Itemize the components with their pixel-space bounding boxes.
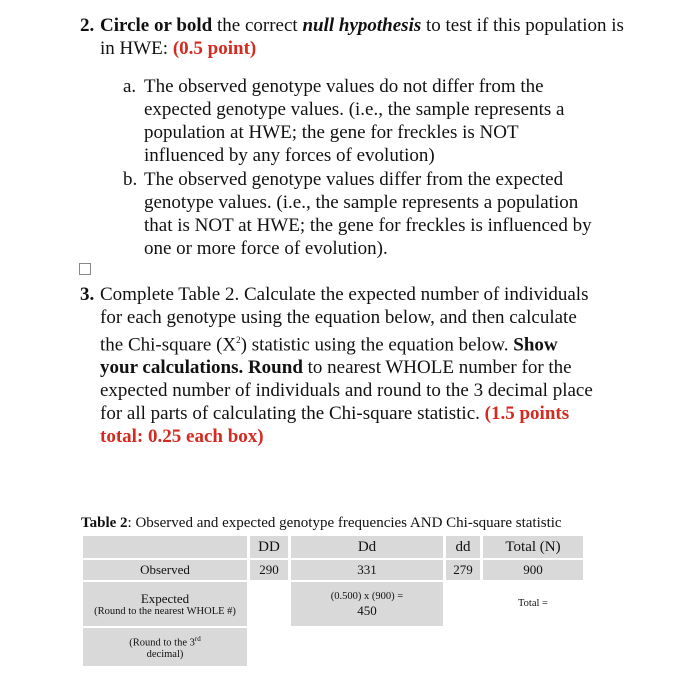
- question-2-text: [100, 14, 640, 60]
- observed-Dd: 331: [291, 560, 443, 580]
- round-label-a: (Round to the 3: [129, 637, 195, 649]
- q3-text-part2: ) statistic using the equation below.: [240, 334, 514, 356]
- expected-Dd-calc: (0.500) x (900) =: [330, 590, 404, 602]
- expected-DD-input[interactable]: [250, 582, 288, 626]
- observed-row: [83, 560, 583, 580]
- expected-row: [83, 582, 583, 626]
- round-label-sup: rd: [194, 634, 201, 643]
- hypothesis-options: [123, 75, 603, 261]
- checkbox[interactable]: [79, 263, 91, 275]
- q2-points: (0.5 point): [172, 38, 257, 59]
- q2-bold-instruction: Circle or bold: [100, 15, 213, 36]
- question-2-number: 2.: [80, 15, 95, 36]
- expected-label: Expected: [140, 590, 190, 606]
- expected-dd-input[interactable]: [446, 582, 480, 626]
- table-header-row: [83, 536, 583, 558]
- option-a-text: The observed genotype values do not differ from the expected genotype values. (i.e., the sample represents a population at HWE; the gene for freckles is NOT influenced by any forces of evolution): [144, 76, 565, 166]
- observed-dd: 279: [446, 560, 480, 580]
- observed-label: Observed: [83, 560, 247, 580]
- q3-text-part1: Complete Table 2. Calculate the expected number of individuals for each genotype using the equation below, and then calculate the Chi-square (X: [100, 284, 589, 356]
- observed-DD: 290: [250, 560, 288, 580]
- q3-points: (1.5 points total: 0.25 each box): [100, 403, 570, 448]
- header-total: Total (N): [483, 536, 583, 558]
- option-b-text: The observed genotype values differ from the expected genotype values. (i.e., the sample represents a population that is NOT at HWE; the gene for freckles is influenced by one or more force of evolution).: [144, 169, 592, 259]
- round-total-input[interactable]: [483, 628, 583, 666]
- question-3-text: [100, 283, 600, 448]
- table-caption-label: Table 2: [81, 515, 128, 531]
- expected-total[interactable]: Total =: [483, 582, 583, 626]
- round-dd-input[interactable]: [446, 628, 480, 666]
- table-caption: [81, 514, 562, 532]
- q2-text-part2: to test if this population is in HWE:: [100, 15, 624, 59]
- q3-superscript: 2: [236, 335, 241, 345]
- round-label-b: decimal): [146, 649, 184, 661]
- q3-bold-instruction: Show your calculations. Round: [100, 334, 558, 379]
- round-label: [83, 628, 247, 666]
- question-3: [80, 283, 600, 448]
- header-DD: DD: [250, 536, 288, 558]
- expected-sublabel: (Round to the nearest WHOLE #): [94, 605, 236, 617]
- option-a[interactable]: [123, 75, 603, 167]
- table-caption-text: : Observed and expected genotype frequencies AND Chi-square statistic: [127, 515, 562, 531]
- q2-null-hypothesis: null hypothesis: [302, 15, 422, 36]
- q2-text-part1: the correct: [212, 15, 303, 36]
- option-a-label: a.: [123, 76, 137, 97]
- expected-Dd-value: 450: [357, 602, 377, 618]
- header-blank: [83, 536, 247, 558]
- expected-label-cell: [83, 582, 247, 626]
- question-2: [80, 14, 640, 60]
- option-b[interactable]: [123, 168, 603, 260]
- q3-text-part3: to nearest WHOLE number for the expected number of individuals and round to the 3 decimal place for all parts of calculating the Chi-square statistic.: [100, 357, 593, 425]
- question-3-number: 3.: [80, 284, 95, 305]
- round-row: [83, 628, 583, 666]
- header-dd: dd: [446, 536, 480, 558]
- header-Dd: Dd: [291, 536, 443, 558]
- option-b-label: b.: [123, 169, 138, 190]
- observed-total: 900: [483, 560, 583, 580]
- genotype-table: [80, 534, 586, 668]
- round-DD-input[interactable]: [250, 628, 288, 666]
- expected-Dd-cell: [291, 582, 443, 626]
- round-Dd-input[interactable]: [291, 628, 443, 666]
